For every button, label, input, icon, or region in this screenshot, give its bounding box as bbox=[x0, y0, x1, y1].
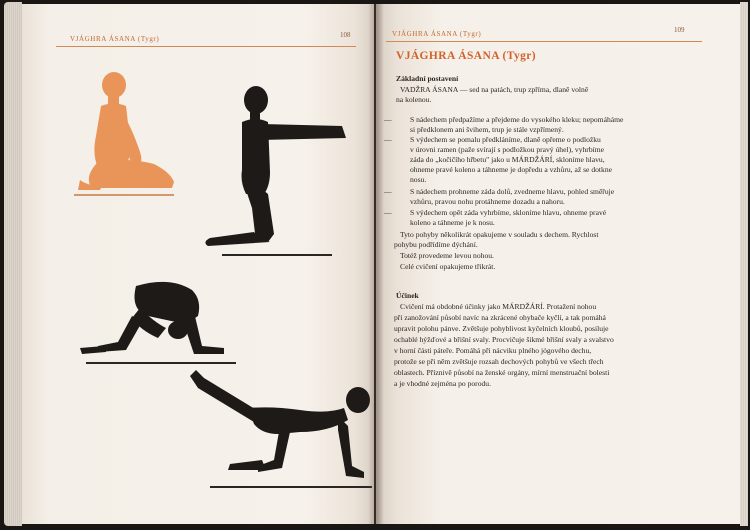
page-edges-left bbox=[4, 2, 22, 526]
effect-line: při zanožování působí navíc na zkrácené ohybače kyčlí, a tak pomáhá bbox=[394, 313, 606, 322]
book-gutter bbox=[368, 4, 384, 524]
step-line: S výdechem opět záda vyhrbíme, skloníme hlavu, ohneme pravé bbox=[410, 208, 607, 217]
intro-line: VADŽRA ÁSANA — sed na patách, trup zpříma, dlaně volně bbox=[400, 85, 589, 94]
left-page-number: 108 bbox=[340, 31, 351, 39]
section-heading-basic-position: Základní postavení bbox=[396, 74, 459, 83]
paragraph-line: Totéž provedeme levou nohou. bbox=[400, 251, 494, 260]
intro-line: na kolenou. bbox=[396, 95, 432, 104]
left-running-header: VJÁGHRA ÁSANA (Tygr) bbox=[70, 35, 160, 43]
step-dash: — bbox=[384, 115, 392, 124]
exercise-title: VJÁGHRA ÁSANA (Tygr) bbox=[396, 50, 537, 62]
paragraph-line: Tyto pohyby několikrát opakujeme v souladu s dechem. Rychlost bbox=[400, 230, 599, 239]
effect-line: protože se při něm zvětšuje rozsah dechových pohybů ve všech třech bbox=[394, 357, 604, 366]
paragraph-line: pohybu podřídíme dýchání. bbox=[394, 240, 478, 249]
effect-line: ochablé hýžďové a břišní svaly. Procvičuje šikmé břišní svaly a svalstvo bbox=[394, 335, 614, 344]
left-page bbox=[22, 4, 374, 524]
step-line: koleno a táhneme je k nosu. bbox=[410, 218, 495, 227]
step-dash: — bbox=[384, 187, 392, 196]
section-heading-effect: Účinek bbox=[396, 291, 419, 300]
step-line: S nádechem prohneme záda dolů, zvedneme hlavu, pohled směřuje bbox=[410, 187, 615, 196]
page-edges-right bbox=[740, 2, 748, 526]
step-line: si předklonem ani švihem, trup je stále vzpřímený. bbox=[410, 125, 564, 134]
figure-knee-to-nose bbox=[74, 276, 244, 370]
step-line: ohneme pravé koleno a táhneme je dopředu a vzhůru, až se dotkne bbox=[410, 165, 612, 174]
effect-line: a je vhodné zejména po porodu. bbox=[394, 379, 491, 388]
right-page-number: 109 bbox=[674, 26, 685, 34]
step-line: nosu. bbox=[410, 175, 427, 184]
figure-high-kneel bbox=[198, 82, 348, 260]
paragraph-line: Celé cvičení opakujeme třikrát. bbox=[400, 262, 496, 271]
step-line: S výdechem se pomalu předkláníme, dlaně opřeme o podložku bbox=[410, 135, 601, 144]
step-line: v úrovni ramen (paže svírají s podložkou pravý úhel), vyhrbíme bbox=[410, 145, 605, 154]
step-line: záda do „kočičího hřbetu" jako u MÁRDŽÁRÍ, skloníme hlavu, bbox=[410, 155, 605, 164]
effect-line: oblastech. Příznivě působí na ženské orgány, mírní menstruační bolesti bbox=[394, 368, 610, 377]
effect-line: v horní části páteře. Pomáhá při nácviku plného jógového dechu, bbox=[394, 346, 592, 355]
left-header-rule bbox=[56, 46, 356, 47]
step-dash: — bbox=[384, 135, 392, 144]
effect-line: upravit polohu pánve. Zvětšuje pohyblivost kyčelních kloubů, posiluje bbox=[394, 324, 609, 333]
right-header-rule bbox=[386, 41, 702, 42]
right-running-header: VJÁGHRA ÁSANA (Tygr) bbox=[392, 30, 482, 38]
right-page bbox=[376, 4, 740, 524]
step-dash: — bbox=[384, 208, 392, 217]
step-line: S nádechem předpažíme a přejdeme do vysokého kleku; nepomáháme bbox=[410, 115, 624, 124]
figure-vajrasana bbox=[74, 68, 174, 202]
effect-line: Cvičení má obdobné účinky jako MÁRDŽÁRÍ. Protažení nohou bbox=[400, 302, 597, 311]
step-line: vzhůru, pravou nohu protáhneme dozadu a nahoru. bbox=[410, 197, 565, 206]
figure-tiger-leg-extended bbox=[188, 368, 374, 494]
